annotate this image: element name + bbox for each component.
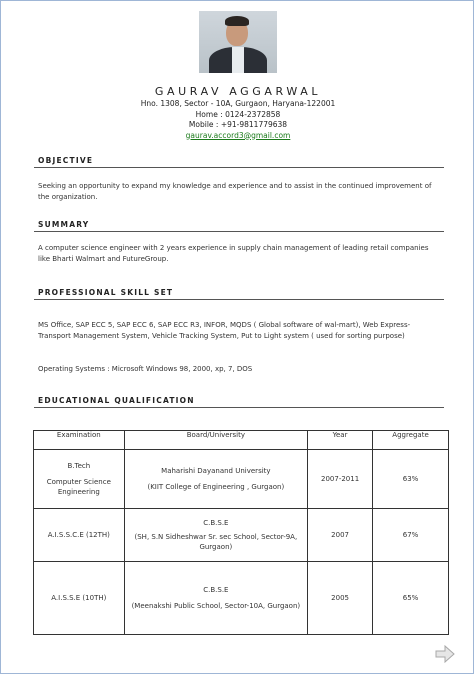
exam-cell: A.I.S.S.C.E (12TH) xyxy=(34,509,125,562)
profile-photo xyxy=(199,11,277,73)
candidate-name: GAURAV AGGARWAL xyxy=(154,85,322,98)
year-cell: 2005 xyxy=(308,562,373,635)
col-header-aggregate: Aggregate xyxy=(373,431,449,450)
mobile-phone: Mobile : +91-9811779638 xyxy=(188,120,288,129)
contact-header xyxy=(1,85,474,141)
aggregate-cell: 63% xyxy=(373,450,449,509)
summary-heading: SUMMARY xyxy=(38,220,90,229)
exam-cell: A.I.S.S.E (10TH) xyxy=(34,562,125,635)
col-header-examination: Examination xyxy=(34,431,125,450)
next-arrow-icon[interactable] xyxy=(435,645,455,663)
objective-text: Seeking an opportunity to expand my knowledge and experience and to assist in the continued improvement of the organization. xyxy=(38,182,432,201)
aggregate-cell: 65% xyxy=(373,562,449,635)
exam-cell: B.Tech Computer Science Engineering xyxy=(34,450,125,509)
objective-divider xyxy=(34,167,444,168)
education-divider xyxy=(34,407,444,408)
col-header-year: Year xyxy=(308,431,373,450)
skills-text: MS Office, SAP ECC 5, SAP ECC 6, SAP ECC R3, INFOR, MQDS ( Global software of wal-mart), Web Express-Transport Management System, Vehicle Tracking System, Put to Light system ( used for sorting purpose) xyxy=(38,321,411,340)
table-header-row xyxy=(34,431,449,450)
skills-divider xyxy=(34,299,444,300)
home-phone: Home : 0124-2372858 xyxy=(195,109,281,119)
table-row xyxy=(34,509,449,562)
board-cell: C.B.S.E (SH, S.N Sidheshwar Sr. sec School, Sector-9A, Gurgaon) xyxy=(124,509,307,562)
education-heading: EDUCATIONAL QUALIFICATION xyxy=(38,396,195,405)
board-cell: Maharishi Dayanand University (KIIT College of Engineering , Gurgaon) xyxy=(124,450,307,509)
aggregate-cell: 67% xyxy=(373,509,449,562)
objective-heading: OBJECTIVE xyxy=(38,156,94,165)
col-header-board: Board/University xyxy=(124,431,307,450)
board-cell: C.B.S.E (Meenakshi Public School, Sector-10A, Gurgaon) xyxy=(124,562,307,635)
year-cell: 2007 xyxy=(308,509,373,562)
skills-heading: PROFESSIONAL SKILL SET xyxy=(38,288,174,297)
address-line: Hno. 1308, Sector - 10A, Gurgaon, Haryana-122001 xyxy=(140,99,336,108)
email-link[interactable]: gaurav.accord3@gmail.com xyxy=(185,130,291,140)
table-row xyxy=(34,450,449,509)
education-table xyxy=(33,430,449,635)
summary-text: A computer science engineer with 2 years experience in supply chain management of leading retail companies like Bharti Walmart and FutureGroup. xyxy=(38,244,429,263)
operating-systems-text: Operating Systems : Microsoft Windows 98, 2000, xp, 7, DOS xyxy=(38,365,253,373)
summary-divider xyxy=(34,231,444,232)
table-row xyxy=(34,562,449,635)
year-cell: 2007-2011 xyxy=(308,450,373,509)
